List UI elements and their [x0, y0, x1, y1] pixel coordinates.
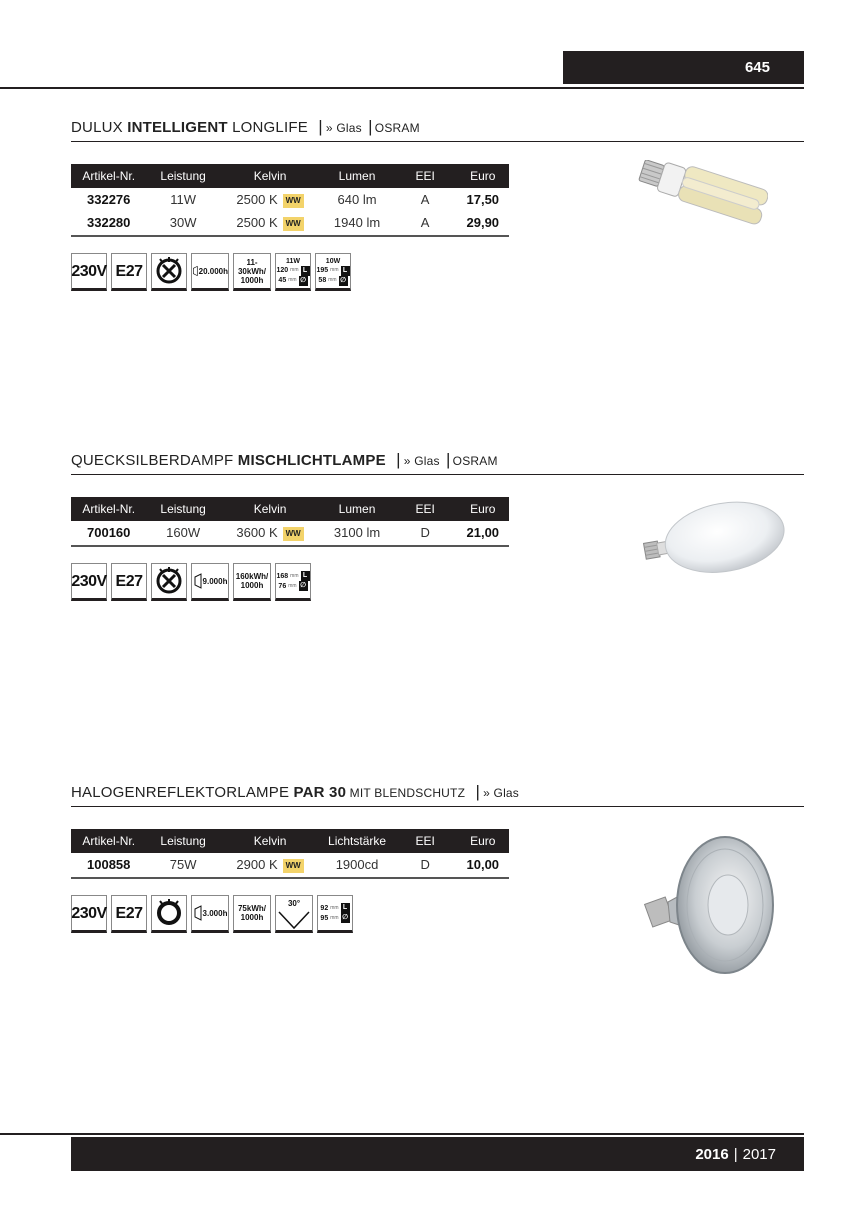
column-header: Artikel-Nr. [82, 502, 136, 516]
power-value: 30W [169, 215, 197, 230]
kelvin-cell: 2500 K WW [220, 211, 321, 234]
voltage-icon: 230V [71, 895, 107, 933]
column-header: EEI [415, 502, 435, 516]
bottom-divider [0, 1133, 804, 1135]
lumen-value: 640 lm [337, 192, 377, 207]
table-header-row [71, 497, 509, 521]
brand-label: OSRAM [374, 121, 420, 135]
section-divider [71, 474, 804, 475]
product-table [71, 829, 509, 876]
dulux-lamp-image [628, 160, 768, 250]
column-header: EEI [415, 169, 435, 183]
article-number: 332276 [87, 192, 131, 207]
column-header: Lumen [338, 502, 376, 516]
luminous-intensity-value: 1900cd [335, 857, 379, 872]
column-header: Artikel-Nr. [82, 834, 136, 848]
kelvin-cell: 2500 K WW [220, 188, 321, 211]
table-bottom-rule [71, 877, 509, 879]
eei-value: D [420, 857, 430, 872]
lumen-value: 3100 lm [333, 525, 381, 540]
socket-icon: E27 [111, 253, 147, 291]
section-title: HALOGENREFLEKTORLAMPE PAR 30 MIT BLENDSCHUTZ | » Glas [71, 782, 520, 801]
price-value: 17,50 [466, 192, 500, 207]
dimensions-icon: 168 mm L 76 mm ∅ [275, 563, 311, 601]
column-header: Leistung [160, 169, 206, 183]
year-next: 2017 [742, 1145, 776, 1163]
eei-value: A [420, 215, 430, 230]
product-table [71, 497, 509, 544]
table-row [71, 211, 509, 234]
energy-consumption-icon: 75kWh/ 1000h [233, 895, 271, 933]
top-divider [0, 87, 804, 89]
column-header: Leistung [160, 834, 206, 848]
column-header: EEI [415, 834, 435, 848]
dimmable-icon [151, 895, 187, 933]
kelvin-cell: 3600 K WW [220, 521, 321, 544]
material-label: » Glas [325, 121, 362, 135]
article-number: 100858 [87, 857, 131, 872]
table-row [71, 188, 509, 211]
warm-white-badge: WW [283, 217, 304, 231]
warm-white-badge: WW [283, 859, 304, 873]
par30-lamp-image [640, 830, 780, 980]
power-value: 160W [166, 525, 201, 540]
material-label: » Glas [403, 454, 440, 468]
lifetime-icon: 3.000h [191, 895, 229, 933]
section-divider [71, 806, 804, 807]
not-dimmable-icon [151, 253, 187, 291]
material-label: » Glas [483, 786, 520, 800]
warm-white-badge: WW [283, 194, 304, 208]
page-number: 645 [744, 59, 770, 76]
section-divider [71, 141, 804, 142]
column-header: Euro [470, 834, 496, 848]
column-header: Leistung [160, 502, 206, 516]
price-value: 21,00 [466, 525, 500, 540]
kelvin-cell: 2900 K WW [220, 853, 321, 876]
mischlicht-lamp-image [640, 495, 790, 585]
table-row [71, 521, 509, 544]
table-bottom-rule [71, 545, 509, 547]
dimensions-icon: 11W 120 mm L 45 mm ∅ [275, 253, 311, 291]
table-header-row [71, 164, 509, 188]
power-value: 11W [170, 192, 196, 207]
dimensions-icon: 92 mm L 95 mm ∅ [317, 895, 353, 933]
table-row [71, 853, 509, 876]
socket-icon: E27 [111, 895, 147, 933]
column-header: Kelvin [253, 169, 287, 183]
column-header: Lichtstärke [328, 834, 387, 848]
price-value: 10,00 [466, 857, 500, 872]
article-number: 332280 [87, 215, 131, 230]
lumen-value: 1940 lm [333, 215, 381, 230]
column-header: Artikel-Nr. [82, 169, 136, 183]
footer-year-bar: 2016 | 2017 [71, 1137, 804, 1171]
product-table [71, 164, 509, 234]
column-header: Euro [470, 502, 496, 516]
lifetime-icon: 20.000h [191, 253, 229, 291]
power-value: 75W [169, 857, 197, 872]
spec-icons [71, 253, 804, 291]
article-number: 700160 [87, 525, 131, 540]
voltage-icon: 230V [71, 563, 107, 601]
page-number-bar [563, 51, 804, 84]
warm-white-badge: WW [283, 527, 304, 541]
column-header: Kelvin [253, 502, 287, 516]
dimensions-icon: 10W 195 mm L 58 mm ∅ [315, 253, 351, 291]
table-bottom-rule [71, 235, 509, 237]
column-header: Euro [470, 169, 496, 183]
voltage-icon: 230V [71, 253, 107, 291]
energy-consumption-icon: 11-30kWh/ 1000h [233, 253, 271, 291]
column-header: Kelvin [253, 834, 287, 848]
column-header: Lumen [338, 169, 376, 183]
socket-icon: E27 [111, 563, 147, 601]
eei-value: D [420, 525, 430, 540]
brand-label: OSRAM [452, 454, 498, 468]
section-title: QUECKSILBERDAMPF MISCHLICHTLAMPE | » Glas | OSRAM [71, 450, 498, 469]
eei-value: A [420, 192, 430, 207]
lifetime-icon: 9.000h [191, 563, 229, 601]
table-header-row [71, 829, 509, 853]
price-value: 29,90 [466, 215, 500, 230]
not-dimmable-icon [151, 563, 187, 601]
energy-consumption-icon: 160kWh/ 1000h [233, 563, 271, 601]
year-current: 2016 [695, 1145, 729, 1163]
beam-angle-icon: 30° [275, 895, 313, 933]
section-title: DULUX INTELLIGENT LONGLIFE | » Glas | OSRAM [71, 117, 420, 136]
